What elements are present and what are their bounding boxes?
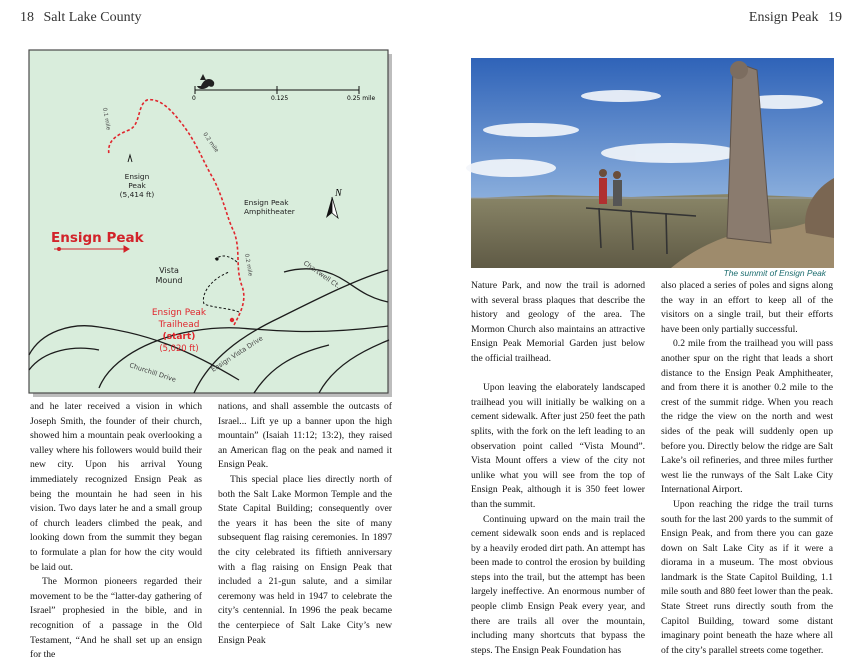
paragraph: nations, and shall assemble the outcasts of Israel... Lift ye up a banner upon the high mountain” (Isaiah 11:12; 13:2), they raised an American flag on the peak and named it Ensign Peak. [218, 401, 392, 471]
amphitheater-marker [215, 257, 218, 260]
trail-map [29, 50, 392, 397]
paragraph: also placed a series of poles and signs along the way in an effort to keep all of the visitors on a single trail, but their efforts have been only partially successful. [661, 280, 833, 335]
amphitheater-label-1: Ensign Peak [244, 198, 289, 207]
scale-mid: 0.125 [271, 95, 289, 102]
scale-end: 0.25 mile [347, 95, 376, 102]
street-ensign-vista: Ensign Vista Drive [209, 334, 265, 374]
map-frame [29, 50, 388, 393]
vista-label-2: Mound [155, 276, 183, 285]
vista-label-1: Vista [159, 266, 179, 275]
paragraph: This special place lies directly north of both the Salt Lake Mormon Temple and the State Capital Building; consequently over the years it has been the site of many subsequent flag raising ceremonies. In 1897 the city celebrated its fiftieth anniversary with a flag raising on Ensign Peak that included a 21-gun salute, and a similar ceremony was held in 1947 to celebrate the city’s centennial. In 1996 the peak became the centerpiece of Salt Lake City’s new Ensign Peak [218, 473, 392, 646]
rail-post-3 [666, 213, 667, 254]
paragraph: 0.2 mile from the trailhead you will pass another spur on the right that leads a short distance to the Ensign Peak Amphitheater, and from there it is another 0.2 mile to the crest of the summit ridge. When you reach the ridge the view on the north and west sides of the peak will suddenly open up before you. Directly below the ridge are Salt Lake’s oil refineries, and three miles further west lie the runways of the Salt Lake City International Airport. [661, 338, 833, 496]
left-running-header [14, 10, 142, 26]
trailhead-marker [230, 318, 234, 322]
peak-label-1: Ensign [124, 172, 150, 181]
left-column-2 [218, 400, 392, 648]
cloud-5 [466, 159, 556, 177]
scale-zero: 0 [192, 95, 196, 102]
trailhead-label-1: Ensign Peak [151, 308, 207, 318]
cloud-4 [601, 143, 741, 163]
photo-caption: The summit of Ensign Peak [723, 268, 826, 278]
left-header-title: Salt Lake County [43, 10, 142, 25]
visitor-1 [599, 178, 607, 204]
right-header-title: Ensign Peak [748, 10, 819, 25]
paragraph: and he later received a vision in which Joseph Smith, the founder of their church, showed him a mountain peak overlooking a valley where his followers would build their new city. Upon his arrival Young immediately recognized Ensign Peak as being the mountain he had seen in his vision. Two days later he and a small group of church leaders climbed the peak, and looking down from the summit they began to formulate a plan for how the city would be laid out. [30, 401, 202, 573]
visitor-2-head [613, 171, 621, 179]
street-chartwell: Chartwell Ct. [301, 259, 342, 291]
map-title: Ensign Peak [51, 230, 144, 246]
photo-monument-cap [730, 61, 748, 79]
street-churchill: Churchill Drive [128, 361, 177, 384]
peak-elevation: (5,414 ft) [119, 190, 155, 199]
paragraph: Nature Park, and now the trail is adorned with several brass plaques that describe the history and geology of the area. The Mormon Church also maintains an attractive Ensign Peak Memorial Garden just below the official trailhead. [471, 280, 645, 364]
amphitheater-label-2: Amphitheater [244, 207, 295, 216]
north-label: N [335, 188, 342, 199]
distance-label-3: 0.2 mile [243, 253, 253, 277]
cloud-2 [581, 90, 661, 102]
trailhead-elevation: (5,020 ft) [159, 343, 199, 353]
title-arrow-tail [58, 248, 61, 251]
paragraph: The Mormon pioneers regarded their movement to be the “latter-day gathering of Israel” prophesied in the bible, and in recognition of a passage in the Old Testament, “And he shall set up an ensign for the [30, 576, 202, 661]
paragraph: Upon reaching the ridge the trail turns south for the last 200 yards to the summit of Ensign Peak, and from there you can gaze down on Salt Lake City as if it were a diorama in a museum. The most obvious landmark is the State Capitol Building, 1.1 mile south and 880 feet lower than the peak. State Street runs directly south from the Capitol Building, toward some distant imaginary point beneath the haze where all of the city’s parallel streets come together. [661, 498, 833, 656]
left-column-1 [30, 400, 202, 663]
distance-label-2: 0.2 mile [201, 131, 220, 154]
right-column-1 [471, 279, 645, 658]
visitor-2 [613, 180, 622, 206]
cloud-1 [483, 123, 579, 137]
right-page-number: 19 [828, 10, 842, 25]
left-page-number: 18 [20, 10, 34, 25]
trailhead-label-2: Trailhead [158, 320, 200, 330]
trailhead-start: (start) [162, 332, 196, 342]
peak-label-2: Peak [128, 181, 146, 190]
right-column-2 [661, 279, 833, 658]
visitor-1-head [599, 169, 607, 177]
right-running-header [749, 10, 848, 26]
summit-photo [471, 58, 834, 268]
paragraph: Upon leaving the elaborately landscaped trailhead you will initially be walking on a cement sidewalk. After just 250 feet the path splits, with the fork on the left leading to an observation point called “Vista Mound”. Vista Mount offers a view of the city not unlike what you will see from the top of Ensign Peak, although it is 350 feet lower than the summit. [471, 382, 645, 510]
distance-label-1: 0.1 mile [101, 107, 111, 131]
paragraph: Continuing upward on the main trail the cement sidewalk soon ends and is replaced by a heavily eroded dirt path. An attempt has been made to control the erosion by building steps into the trail, but the attempt has been largely ineffective. An enormous number of people climb Ensign Peak every year, and there are trails all over the mountain, including many shortcuts that bypass the steps. The Ensign Peak Foundation has [471, 513, 645, 656]
